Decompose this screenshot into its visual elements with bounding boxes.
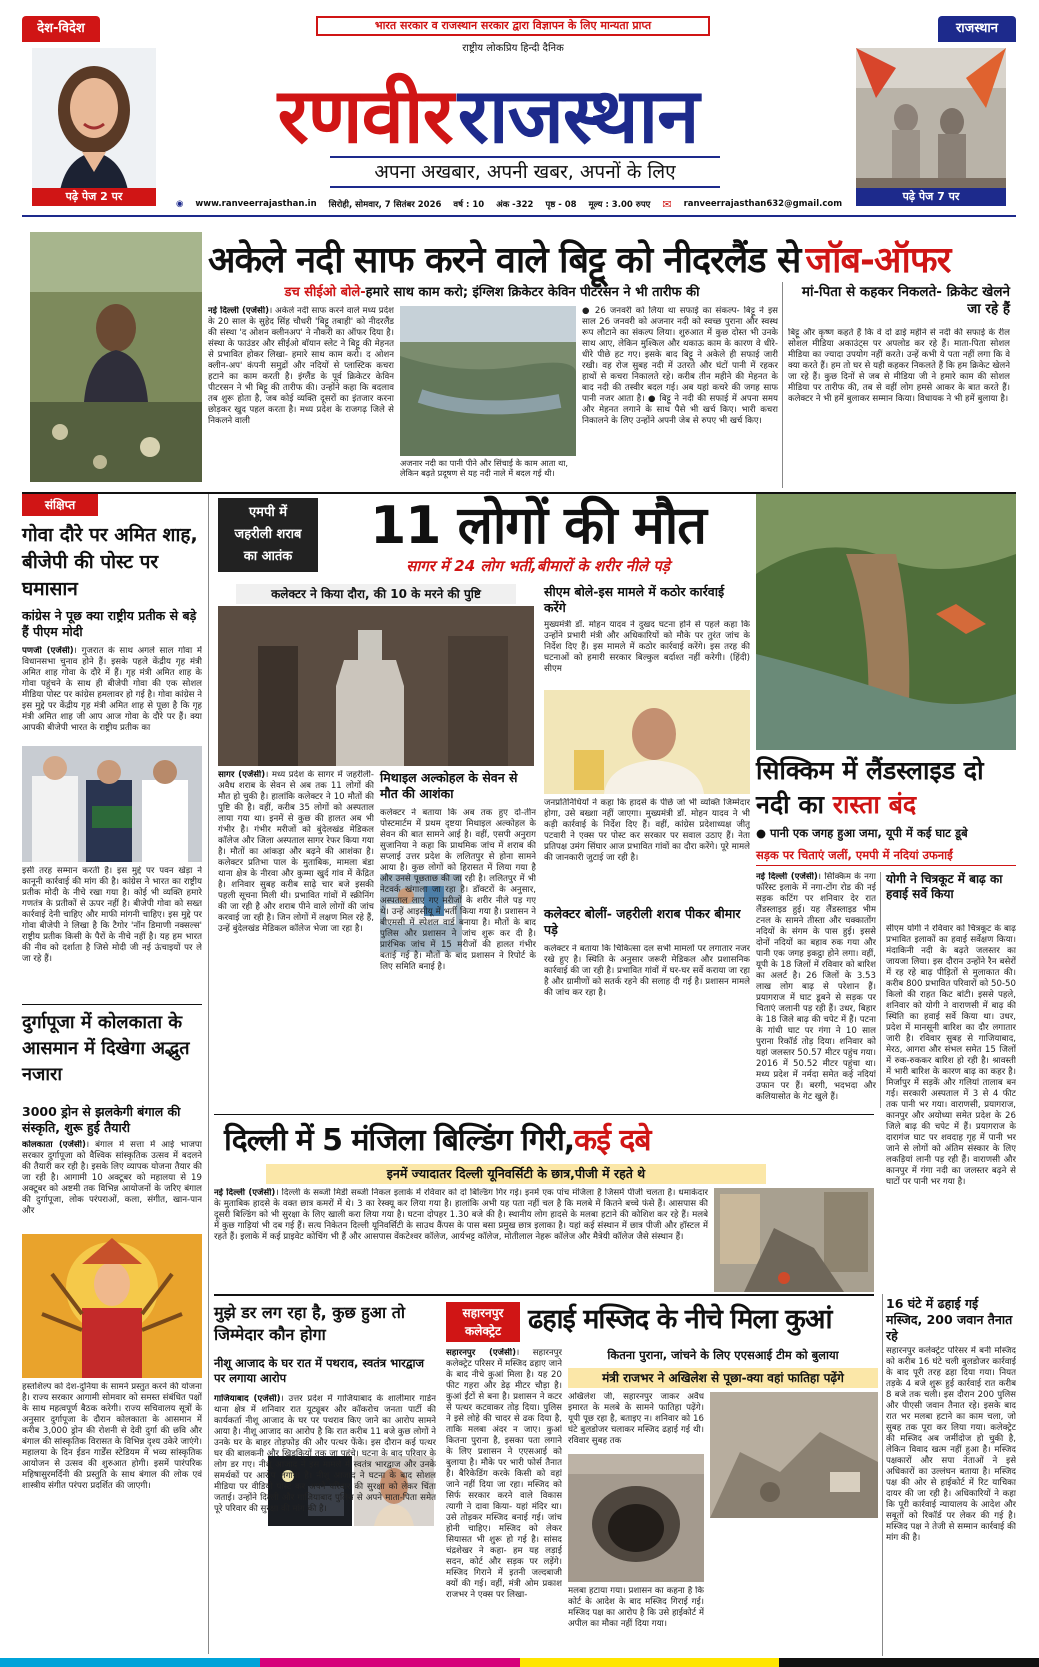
river-cleaning-boy-image bbox=[30, 232, 202, 482]
lead-left-photo[interactable] bbox=[30, 232, 202, 482]
story1-body bbox=[22, 646, 202, 742]
delhi-head-red: कई दबे bbox=[574, 1123, 651, 1158]
well-col2: अखिलेश जी, सहारनपुर जाकर अवैध इमारत के मलबे के सामने फातिहा पढ़ेंगे। यूपी पूछ रहा है, बताइए न। शनिवार को 16 घंटे बुलडोजर चलाकर मस्जिद ढहाई गई थी। रविवार सुबह तक bbox=[568, 1392, 704, 1446]
lead-subhead bbox=[208, 282, 776, 302]
liquor-col3-head2: कलेक्टर बोलीं- जहरीली शराब पीकर बीमार पड़े bbox=[544, 906, 741, 937]
neesu-story bbox=[214, 1294, 436, 1656]
slogan-box bbox=[330, 156, 720, 188]
delhi-story bbox=[214, 1114, 880, 1294]
well-headline: ढहाई मस्जिद के नीचे मिला कुआं bbox=[528, 1304, 832, 1335]
issue-label: अंक -322 bbox=[496, 199, 534, 210]
lead-side-text: बिट्टू और कृष्ण कहते हैं कि वे दो ढाई महीने से नदी की सफाई के रील सोशल मीडिया अकाउंट्स पर अपलोड कर रहे हैं। माता-पिता सोशल मीडिया का ज्यादा उपयोग नहीं करते। उन्हें कभी ये पता नहीं लगा कि वे क्या करते हैं। हम तो घर से यही कहकर निकलते हैं कि हम क्रिकेट खेलने जा रहे हैं। कुछ दिनों से जब से मीडिया जी ने हमारे काम की सोशल मीडिया पर तारीफ की, तब से वहीं लोग हमसे आकर के बात करते हैं। कलेक्टर ने भी हमें बुलाकर सम्मान किया। विधायक ने भी हमें बुलाया है। bbox=[788, 328, 1010, 404]
lead-sub-red: डच सीईओ बोले- bbox=[284, 285, 366, 300]
lead-center-photo[interactable] bbox=[400, 306, 576, 456]
tagline-top: राष्ट्रीय लोकप्रिय हिन्दी दैनिक bbox=[462, 43, 564, 54]
edition-date: सिरोही, सोमवार, 7 सितंबर 2026 bbox=[328, 199, 442, 210]
delhi-top-rule bbox=[214, 1114, 874, 1115]
sikkim-photo[interactable] bbox=[756, 494, 1016, 750]
masthead-title bbox=[168, 62, 808, 158]
building-collapse-image bbox=[714, 1188, 874, 1292]
right-promo-photo[interactable] bbox=[856, 48, 1006, 204]
liquor-dateline: सागर (एजेंसी) bbox=[218, 770, 266, 780]
delhi-photo[interactable] bbox=[714, 1188, 874, 1292]
color-swatch-magenta bbox=[260, 1658, 520, 1667]
delhi-text: । दिल्ली के सब्जी मिडी सब्जी निकल इलाके में रविवार को दो बिल्डिंग गिर गई। इनमें एक पांच मंजिला है जिसमें पीजी चलता है। धमाकेदार के मुताबिक हादसे के वक्त छात्र कमरों में थे। 3 का रेस्क्यू कर लिया गया है। हालांकि अभी यह पता नहीं चल है कि मलबे में कितने बच्चे फंसे हैं। आसपास की दूसरी बिल्डिंग को भी सुरक्षा के लिए खाली करा लिया गया है। घटना दोपहर 1.30 बजे की है। स्थानीय लोग हादसे के मलबा हटाने की कोशिश कर रहे हैं। मलबे में कुछ गाड़ियां भी दब गई हैं। सत्य निकेतन दिल्ली यूनिवर्सिटी के साउथ कैंपस के पास बसा प्रमुख छात्र इलाका है। यहां कई संस्थान में छात्र पीजी और हॉस्टल में रहते हैं। इलाके में कई प्राइवेट कोचिंग भी हैं और आसपास वेंकटेश्वर कॉलेज, आर्यभट्ट कॉलेज, मोतीलाल नेहरू कॉलेज और मैत्रेयी कॉलेज जैसे संस्थान हैं। bbox=[214, 1188, 708, 1242]
liquor-photo-head: कलेक्टर ने किया दौरा, की 10 के मरने की पुष्टि bbox=[236, 584, 516, 604]
liquor-label-3: का आतंक bbox=[243, 549, 293, 564]
lead-story bbox=[22, 222, 1016, 498]
left-promo-photo[interactable] bbox=[32, 48, 156, 204]
sikkim-col-divider bbox=[880, 872, 881, 1108]
story1-head: गोवा दौरे पर अमित शाह, बीजेपी की पोस्ट पर घमासान bbox=[22, 524, 198, 600]
delhi-dateline: नई दिल्ली (एजेंसी) bbox=[214, 1188, 276, 1198]
liquor-col3-head: सीएम बोले-इस मामले में कठोर कार्रवाई करेंगे bbox=[544, 584, 725, 615]
story1-photo[interactable] bbox=[22, 746, 202, 862]
liquor-col2-head: मिथाइल अल्कोहल के सेवन से मौत की आशंका bbox=[380, 770, 518, 801]
title-rajasthan: राजस्थान bbox=[457, 71, 699, 160]
lead-headline bbox=[208, 234, 1016, 286]
well-image bbox=[568, 1454, 704, 1582]
sikkim-sub: ● पानी एक जगह हुआ जमा, यूपी में कई घाट डूबे bbox=[756, 826, 968, 840]
year-label: वर्ष : 10 bbox=[453, 199, 485, 210]
lead-col1-text: । अकेले नदी साफ करने वाले मध्य प्रदेश के 20 साल के सुहेद सिंह चौधरी 'बिट्टू तबाही' को नीदरलैंड की संस्था 'द ओशन क्लीनअप' ने नौकरी का ऑफर दिया है। संस्था के फाउंडर और सीईओ बॉयान स्लेट ने बिट्टू की मेहनत से प्रभावित होकर लिखा- हमारे साथ काम करो। द ओशन क्लीन-अप' कंपनी समुद्रों और नदियों से प्लास्टिक कचरा हटाने का काम करती है। इंग्लैंड के पूर्व क्रिकेटर केविन पीटरसन ने भी बिट्टू की तारीफ की। उन्होंने कहा कि बदलाव तब शुरू होता है, जब कोई व्यक्ति दूसरों का इंतजार करना छोड़कर खुद पहल करता है। मध्य प्रदेश के राजगढ़ जिले से निकलने वाली bbox=[208, 306, 394, 426]
story1-body2: इसी तरह सम्मान करती है। इस मुद्दे पर पवन खेड़ा ने कानूनी कार्रवाई की मांग की है। कांग्रेस ने भारत का राष्ट्रीय प्रतीक मोदी के नीचे रखा गया है। कोई भी व्यक्ति हमारे गणतंत्र के प्रतीकों से ऊपर नहीं है। बीजेपी गोवा को सख्त कार्रवाई देनी चाहिए और माफी मांगनी चाहिए। इस मुद्दे पर गोवा बीजेपी ने लिखा है कि टैगोर 'नॉन डिमाणी नक्सल्स' राष्ट्रीय प्रतीक किसी के पैरों के नीचे नहीं है। यह हम भारत की नीव को दर्शाता है जिसे मोदी जी नई ऊंचाइयों पर ले जा रहे हैं। bbox=[22, 866, 202, 964]
section-badge-rajasthan[interactable]: राजस्थान bbox=[938, 16, 1016, 42]
color-swatch-yellow bbox=[520, 1658, 780, 1667]
masjid-side-text: सहारनपुर कलेक्ट्रेट परिसर में बनी मस्जिद को करीब 16 घंटे चली बुलडोजर कार्रवाई के बाद पूरी तरह ढहा दिया गया। नियत तड़के 4 बजे शुरू हुई कार्रवाई रात करीब 8 बजे तक चली। इस दौरान 200 पुलिस और पीएसी जवान तैनात रहे। इसके बाद रात भर मलबा हटाने का काम चला, जो सुबह तक पूरा कर लिया गया। कलेक्ट्रेट की मस्जिद अब जमींदोज हो चुकी है, लेकिन विवाद खत्म नहीं हुआ है। मस्जिद पक्षकारों और सपा नेताओं ने इसे अधिकारों का उल्लंघन बताया है। मस्जिद पक्ष की ओर से हाईकोर्ट में रिट याचिका दायर की जा रही है। अधिकारियों ने कहा कि पूरी कार्रवाई न्यायालय के आदेश और सबूतों को रिकॉर्ड पर लेकर की गई है। मस्जिद पक्ष ने तेजी से सम्मान कार्रवाई की मांग की है। bbox=[886, 1346, 1016, 1543]
well-side-divider bbox=[882, 1294, 883, 1656]
story2-text: । बंगाल में सत्ता में आई भाजपा सरकार दुर्गापूजा को वैश्विक सांस्कृतिक उत्सव में बदलने की तैयारी कर रही है। इसके लिए व्यापक योजना तैयार की जा रही है। आगामी 10 अक्टूबर को महालया से 19 अक्टूबर को अष्टमी तक विभिन्न आयोजनों के जरिए बंगाल की दुर्गापूजा, लोक परंपराओं, कला, संगीत, खान-पान और bbox=[22, 1140, 202, 1216]
story1-dateline: पणजी (एजेंसी) bbox=[22, 646, 74, 656]
cm-photo[interactable] bbox=[544, 690, 750, 794]
story1-text: । गुजरात के साथ अगले साल गोवा में विधानसभा चुनाव होने हैं। इसके पहले केंद्रीय गृह मंत्री अमित शाह गोवा के दौरे में हैं। गृह मंत्री अमित शाह के गोवा पहुंचने के साथ ही बीजेपी गोवा की एक सोशल मीडिया पोस्ट पर कांग्रेस हमलावर हो गई है। गोवा कांग्रेस ने इस मुद्दे पर केंद्रीय गृह मंत्री अमित शाह से पूछा है कि गृह मंत्री अमित शाह जी आप आज गोवा के दौरे पर हैं। क्या आपकी बीजेपी भारत के राष्ट्रीय प्रतीक का bbox=[22, 646, 202, 733]
pages-label: पृष्ठ - 08 bbox=[545, 199, 577, 210]
globe-icon: ◉ bbox=[176, 199, 184, 209]
lead-side-divider bbox=[782, 282, 783, 488]
well-sub-red: कितना पुराना, जांचने के लिए एएसआई टीम को बुलाया bbox=[607, 1348, 839, 1362]
delhi-body bbox=[214, 1188, 708, 1290]
well-dateline: सहारनपुर (एजेंसी) bbox=[446, 1348, 517, 1358]
govt-approval-banner: भारत सरकार व राजस्थान सरकार द्वारा विज्ञापन के लिए मान्यता प्राप्त bbox=[316, 16, 710, 36]
lead-dateline: नई दिल्ली (एजेंसी) bbox=[208, 306, 270, 316]
liquor-col1 bbox=[218, 770, 374, 1110]
neesu-sub: नीशू आजाद के घर रात में पथराव, स्वतंत्र भारद्वाज पर लगाया आरोप bbox=[214, 1356, 425, 1385]
liquor-col3c: कलेक्टर ने बताया कि चिकित्सा दल सभी मामलों पर लगातार नजर रखे हुए है। स्थिति के अनुसार जरूरी मेडिकल और प्रशासनिक कार्रवाई की जा रही है। प्रभावित गांवों में घर-घर सर्वे कराया जा रहा है और ग्रामीणों को सतर्क रहने की सलाह दी गई है। प्रशासन मामले की जांच कर रहा है। bbox=[544, 944, 750, 998]
sikkim-text: । सिक्किम के नगा फॉरेस्ट इलाके में नगा-टोंग रोड की नई सड़क कटिंग पर शनिवार देर रात लैंडस्लाइड हुई। यह लैंडस्लाइड भीम टनल के सामने तीस्ता और चक्कातोंग नदियों के संगम के पास हुई। इससे दोनों नदियों का बहाव रुक गया और पानी एक जगह इकट्ठा होने लगा। वहीं, यूपी के 18 जिलों में रविवार को बारिश का अलर्ट है। 26 जिलों के 3.53 लाख लोग बाढ़ से परेशान हैं। प्रयागराज में घाट डूबने से सड़क पर चिताएं जलानी पड़ रही हैं। उधर, बिहार के 18 जिले बाढ़ की चपेट में हैं। पटना के गांधी घाट पर गंगा ने 10 साल पुराना रिकॉर्ड तोड़ दिया। शनिवार को यहां जलस्तर 50.57 मीटर पहुंच गया। 2016 में 50.52 मीटर पहुंचा था। मध्य प्रदेश में नर्मदा समेत कई नदियां उफान पर हैं। बरगी, भदभदा और कलियासोत के गेट खुले हैं। bbox=[756, 872, 876, 1102]
liquor-col1-text: । मध्य प्रदेश के सागर में जहरीली-अवैध शराब के सेवन से अब तक 11 लोगों की मौत हो चुकी है। हालांकि कलेक्टर ने 10 मौतों की पुष्टि की है। वहीं, करीब 35 लोगों को अस्पताल लाया गया था। इनमें से कुछ की हालत अब भी गंभीर है। गंभीर मरीजों को बुंदेलखंड मेडिकल कॉलेज और जिला अस्पताल सागर रेफर किया गया है। मौतों का आंकड़ा और बढ़ने की आशंका है। कलेक्टर प्रतिभा पाल के मुताबिक, मामला बंडा थाना क्षेत्र के नीरवा और कुम्मा खुर्द गांव में केंद्रित है। शनिवार सुबह करीब साढ़े चार बजे इसकी पहली सूचना मिली थी। प्रभावित गांवों में स्क्रीनिंग की जा रही है और शराब पीने वाले लोगों की जांच करवाई जा रही है। जिन लोगों में लक्षण मिल रहे हैं, उन्हें बुंदेलखंड मेडिकल कॉलेज भेजा जा रहा है। bbox=[218, 770, 374, 934]
liquor-headline: 11 लोगों की मौत bbox=[370, 496, 706, 556]
left-page-ref[interactable]: पढ़े पेज 2 पर bbox=[32, 188, 156, 206]
sikkim-body bbox=[756, 872, 876, 1108]
yogi-body: सीएम योगी ने रविवार को चित्रकूट के बाढ़ प्रभावित इलाकों का हवाई सर्वेक्षण किया। मंदाकिनी नदी के बढ़ते जलस्तर का जायजा लिया। इस दौरान उन्होंने रैन बसेरों में रह रहे बाढ़ पीड़ितों से मुलाकात की। करीब 800 प्रभावित परिवारों को 50-50 किलो की राहत किट बांटी। इससे पहले, शनिवार को योगी ने वाराणसी में बाढ़ की स्थिति का हवाई सर्वे किया था। उधर, प्रदेश में मानसूनी बारिश का दौर लगातार जारी है। रविवार सुबह से गाजियाबाद, मेरठ, आगरा और संभल समेत 15 जिलों में रुक-रुककर बारिश हो रही है। श्रावस्ती में भारी बारिश के कारण बाढ़ का कहर है। मिर्जापुर में सड़कें और गलियां तालाब बन गई। सरकारी अस्पताल में 3 से 4 फीट तक पानी भर गया। वाराणसी, प्रयागराज, कानपुर और अयोध्या समेत प्रदेश के 26 जिले बाढ़ की चपेट में हैं। प्रयागराज के दारागंज घाट पर शवदाह गृह में पानी भर जाने से लोगों को अंतिम संस्कार के लिए लकड़ियां लानी पड़ रही हैं। वाराणसी और कानपुर में गंगा नदी का जलस्तर बढ़ने से घाटों पर पानी भर गया है। bbox=[886, 924, 1016, 1187]
well-photo[interactable] bbox=[568, 1454, 704, 1582]
river-photo bbox=[400, 306, 576, 456]
neesu-head: मुझे डर लग रहा है, कुछ हुआ तो जिम्मेदार कौन होगा bbox=[214, 1303, 405, 1344]
lead-photo-caption: अजनार नदी का पानी पीने और सिंचाई के काम आता था, लेकिन बढ़ते प्रदूषण से यह नदी नाले में बदल गई थी। bbox=[400, 458, 568, 478]
well-col2b: मलबा हटाया गया। प्रशासन का कहना है कि कोर्ट के आदेश के बाद मस्जिद गिराई गई। मस्जिद पक्ष का आरोप है कि उसे हाईकोर्ट में अपील का मौका नहीं दिया गया। bbox=[568, 1586, 704, 1629]
story2-head: दुर्गापूजा में कोलकाता के आसमान में दिखेगा अद्भुत नजारा bbox=[22, 1012, 190, 1085]
mosque-rubble-image bbox=[710, 1392, 878, 1518]
liquor-subhead: सागर में 24 लोग भर्ती,बीमारों के शरीर नीले पड़े bbox=[406, 557, 670, 575]
story2-body bbox=[22, 1140, 202, 1230]
sankshipt-tag: संक्षिप्त bbox=[22, 494, 98, 516]
lead-side-head: मां-पिता से कहकर निकलते- क्रिकेट खेलने जा रहे हैं bbox=[801, 284, 1010, 317]
neesu-text: । उत्तर प्रदेश में गाजियाबाद के शालीमार गार्डन थाना क्षेत्र में शनिवार रात यूट्यूबर और कॉकरोच जनता पार्टी की कार्यकर्ता नीशू आजाद के घर पर पथराव किए जाने का आरोप सामने आया है। नीशू आजाद का आरोप है कि रात करीब 11 बजे कुछ लोगों ने उनके घर के बाहर तोड़फोड़ की और पत्थर फेंके। इस दौरान कई पत्थर घर की बालकनी और खिड़कियों तक जा पहुंचे। घटना के बाद परिवार के लोग डर गए। नीशू आजाद ने इस मामले में स्वतंत्र भारद्वाज और उनके समर्थकों पर आरोप लगाया है। नीशू आजाद ने घटना के बाद सोशल मीडिया पर वीडियो पोस्ट कर अपने परिवार की सुरक्षा को लेकर चिंता जताई। उन्होंने दिल्ली और गाजियाबाद पुलिस से अपने माता-पिता समेत पूरे परिवार की सुरक्षा की मांग की है। bbox=[214, 1394, 436, 1514]
story1-sub: कांग्रेस ने पूछ क्या राष्ट्रीय प्रतीक से बड़े हैं पीएम मोदी bbox=[22, 608, 197, 639]
delhi-head-black: दिल्ली में 5 मंजिला बिल्डिंग गिरी, bbox=[224, 1123, 575, 1158]
sankshipt-divider bbox=[22, 1004, 202, 1005]
amit-shah-event-image bbox=[22, 746, 202, 862]
print-color-bar bbox=[0, 1658, 1039, 1667]
yogi-head: योगी ने चित्रकूट में बाढ़ का हवाई सर्वे किया bbox=[886, 872, 1003, 901]
neesu-body bbox=[214, 1394, 436, 1652]
liquor-bottle-image bbox=[218, 606, 534, 766]
info-strip bbox=[176, 196, 856, 212]
masthead-divider bbox=[22, 215, 1016, 217]
portrait-woman-image bbox=[32, 48, 156, 204]
sikkim-dateline: नई दिल्ली (एजेंसी) bbox=[756, 872, 818, 882]
landslide-image bbox=[756, 494, 1016, 750]
color-swatch-black bbox=[779, 1658, 1039, 1667]
liquor-label bbox=[218, 498, 318, 572]
sankshipt-vrule bbox=[208, 494, 209, 1654]
lead-col1 bbox=[208, 306, 394, 488]
well-sub-black: मंत्री राजभर ने अखिलेश से पूछा-क्या वहां फातिहा पढ़ेंगे bbox=[568, 1368, 878, 1388]
well-col1-text: । सहारनपुर कलेक्ट्रेट परिसर में मस्जिद ढहाए जाने के बाद नीचे कुआं मिला है। यह 20 फीट गहरा और डेढ़ मीटर चौड़ा है। कुआं ईंटों से बना है। प्रशासन ने कटर से पत्थर कटवाकर तोड़ दिया। पुलिस ने इसे लोहे की चादर से ढक दिया है, ताकि मलबा अंदर न जाए। कुआं कितना पुराना है, इसका पता लगाने के लिए प्रशासन ने एएसआई को बुलाया है। मौके पर भारी फोर्स तैनात है। बैरिकेडिंग करके किसी को वहां जाने नहीं दिया जा रहा। मस्जिद को सिर्फ सरकार करने वाले विकास त्यागी ने दावा किया- यहां मंदिर था। उसे तोड़कर मस्जिद बनाई गई। जांच होनी चाहिए। मस्जिद को लेकर सियासत भी शुरू हो गई है। सांसद चंद्रशेखर ने कहा- हम यह लड़ाई सदन, कोर्ट और सड़क पर लड़ेंगे। मस्जिद गिराने में इतनी जल्दबाजी क्यों की गई। वहीं, मंत्री ओम प्रकाश राजभर ने एक्स पर लिखा- bbox=[446, 1348, 562, 1600]
title-ranveer: रणवीर bbox=[277, 71, 453, 160]
lead-sub-black: हमारे साथ काम करो; इंग्लिश क्रिकेटर केविन पीटरसन ने भी तारीफ की bbox=[365, 285, 700, 300]
masjid-side-head: 16 घंटे में ढहाई गई मस्जिद, 200 जवान तैनात रहे bbox=[886, 1296, 1013, 1343]
story2-photo[interactable] bbox=[22, 1234, 202, 1378]
liquor-photo-bottle[interactable] bbox=[218, 606, 534, 766]
well-photo-2[interactable] bbox=[710, 1392, 878, 1518]
delhi-headline bbox=[224, 1118, 884, 1162]
liquor-label-1: एमपी में bbox=[248, 505, 287, 520]
lead-headline-black: अकेले नदी साफ करने वाले बिट्टू को नीदरलैंड से bbox=[208, 240, 801, 281]
story2-body2: हस्तशिल्प को देश-दुनिया के सामने प्रस्तुत करने की योजना है। राज्य सरकार आगामी सोमवार को समस्त संबंधित पक्षों के साथ महत्वपूर्ण बैठक करेगी। राज्य सचिवालय सूत्रों के अनुसार दुर्गापूजा के दौरान कोलकाता के आसमान में करीब 3,000 ड्रोन की रोशनी से देवी दुर्गा की छवि और बंगाल की सांस्कृतिक विरासत के विभिन्न दृश्य उकेरे जाएंगे। महालया के दिन ईडन गार्डेंस स्टेडियम में भव्य सांस्कृतिक आयोजन से उत्सव की शुरुआत होगी। इसमें पारंपरिक महिषासुरमर्दिनी की प्रस्तुति के साथ बंगाल की लोक एवं शास्त्रीय संगीत परंपरा प्रदर्शित की जाएगी। bbox=[22, 1382, 202, 1491]
lead-headline-red: जॉब-ऑफर bbox=[805, 240, 951, 281]
liquor-col3: मुख्यमंत्री डॉ. मोहन यादव ने दुखद घटना होने से पहले कहा कि उन्होंने प्रभारी मंत्री और अधिकारियों को मौके पर तुरंत जांच के निर्देश दिए हैं। इस मामले में कठोर कार्रवाई करेंगे। इस तरह की घटनाओं को हमारी सरकार बिल्कुल बर्दाश्त नहीं करेगी। (हिंदी) सीएम bbox=[544, 620, 750, 674]
mail-icon: ✉ bbox=[662, 197, 672, 211]
story2-dateline: कोलकाता (एजेंसी) bbox=[22, 1140, 86, 1150]
cm-portrait-image bbox=[544, 690, 750, 794]
sikkim-head-black: सिक्किम में लैंडस्लाइड दो नदी का bbox=[756, 756, 984, 819]
slogan-text: अपना अखबार, अपनी खबर, अपनों के लिए bbox=[374, 161, 676, 183]
well-story bbox=[442, 1294, 880, 1656]
section-badge-desh-videsh[interactable]: देश-विदेश bbox=[22, 16, 100, 42]
color-swatch-cyan bbox=[0, 1658, 260, 1667]
well-tag-2: कलेक्ट्रेट bbox=[465, 1324, 501, 1338]
website-link[interactable]: www.ranveerrajasthan.in bbox=[195, 199, 317, 209]
well-tag bbox=[446, 1302, 520, 1342]
delhi-sub: इनमें ज्यादातर दिल्ली यूनिवर्सिटी के छात्र,पीजी में रहते थे bbox=[266, 1164, 766, 1184]
durga-idol-image bbox=[22, 1234, 202, 1378]
right-page-ref[interactable]: पढ़े पेज 7 पर bbox=[856, 188, 1006, 206]
sikkim-head-red: रास्ता बंद bbox=[832, 790, 917, 819]
liquor-col3b: जनप्रतिनिधियों ने कहा कि हादसे के पीछे जो भी व्यक्ति जिम्मेदार होगा, उसे बख्शा नहीं जाएगा। मुख्यमंत्री डॉ. मोहन यादव ने भी कड़ी कार्रवाई के निर्देश दिए हैं। वहीं, कांग्रेस प्रदेशाध्यक्ष जीतू पटवारी ने एक्स पर पोस्ट कर सरकार पर सवाल उठाए हैं। नेता प्रतिपक्ष उमंग सिंघार आज प्रभावित गांवों का दौरा करेंगे। पूरे मामले की जानकारी जुटाई जा रही है। bbox=[544, 798, 750, 863]
email-link[interactable]: ranveerrajasthan632@gmail.com bbox=[683, 199, 843, 209]
well-tag-1: सहारनपुर bbox=[462, 1306, 504, 1320]
sikkim-headline bbox=[756, 754, 1016, 824]
masthead bbox=[0, 0, 1039, 222]
story2-sub: 3000 ड्रोन से झलकेगी बंगाल की संस्कृति, शुरू हुई तैयारी bbox=[22, 1104, 181, 1135]
well-col1 bbox=[446, 1348, 562, 1652]
liquor-story bbox=[214, 494, 754, 1114]
sankshipt-column bbox=[22, 494, 202, 1654]
price-label: मूल्य : 3.00 रुपए bbox=[588, 199, 651, 210]
lead-col3: ● 26 जनवरी को लिया था सफाई का संकल्प- बिट्टू ने इस साल 26 जनवरी को अजनार नदी को स्वच्छ पुराना और स्वस्थ रूप लौटाने का संकल्प लिया। शुरुआत में कुछ दोस्त भी उनके साथ आए, लेकिन मुश्किल और थकाऊ काम के कारण वे धीरे-धीरे पीछे हट गए। इसके बाद बिट्टू ने अकेले ही सफाई जारी रखी। वह रोज सुबह नदी में उतरते और घंटों पानी में रहकर हाथों से कचरा निकालते रहे। करीब तीन महीने की मेहनत के बाद नदी की तस्वीर बदल गई। अब यहां कचरे की जगह साफ पानी नजर आता है। ● बिट्टू ने नदी की सफाई में अपना समय और मेहनत लगाने के साथ पैसे भी खर्च किए। भारी कचरा निकालने के लिए उन्होंने अपनी जेब से रुपए भी खर्च किए। bbox=[582, 306, 778, 426]
sikkim-kicker: सड़क पर चिताएं जलीं, एमपी में नदियां उफनाईं bbox=[756, 848, 1016, 866]
neesu-dateline: गाजियाबाद (एजेंसी) bbox=[214, 1394, 281, 1404]
liquor-label-2: जहरीली शराब bbox=[234, 527, 302, 542]
procession-image bbox=[856, 48, 1006, 204]
liquor-col2: कलेक्टर ने बताया कि अब तक हुए दो-तीन पोस्टमार्टम में प्रथम दृष्टया मिथाइल अल्कोहल के सेवन की बात सामने आई है। वहीं, एसपी अनुराग सुजानिया ने कहा कि प्राथमिक जांच में शराब की सप्लाई उत्तर प्रदेश के ललितपुर से होना सामने आया है। कुछ लोगों को हिरासत में लिया गया है और उनसे पूछताछ की जा रही है। ललितपुर में भी नेटवर्क खंगाला जा रहा है। डॉक्टरों के अनुसार, अस्पताल लाए गए मरीजों के शरीर नीले पड़ गए थे। उन्हें आइसीयू में भर्ती किया गया है। प्रशासन ने बीएमसी में स्पेशल वार्ड बनाया है। मौतों के बाद पुलिस और प्रशासन ने जांच शुरू कर दी है। प्रारंभिक जांच में 15 मरीजों की हालत गंभीर बताई गई है। मौतों के बाद प्रशासन ने रिपोर्ट के लिए समिति बनाई है। bbox=[380, 808, 536, 972]
